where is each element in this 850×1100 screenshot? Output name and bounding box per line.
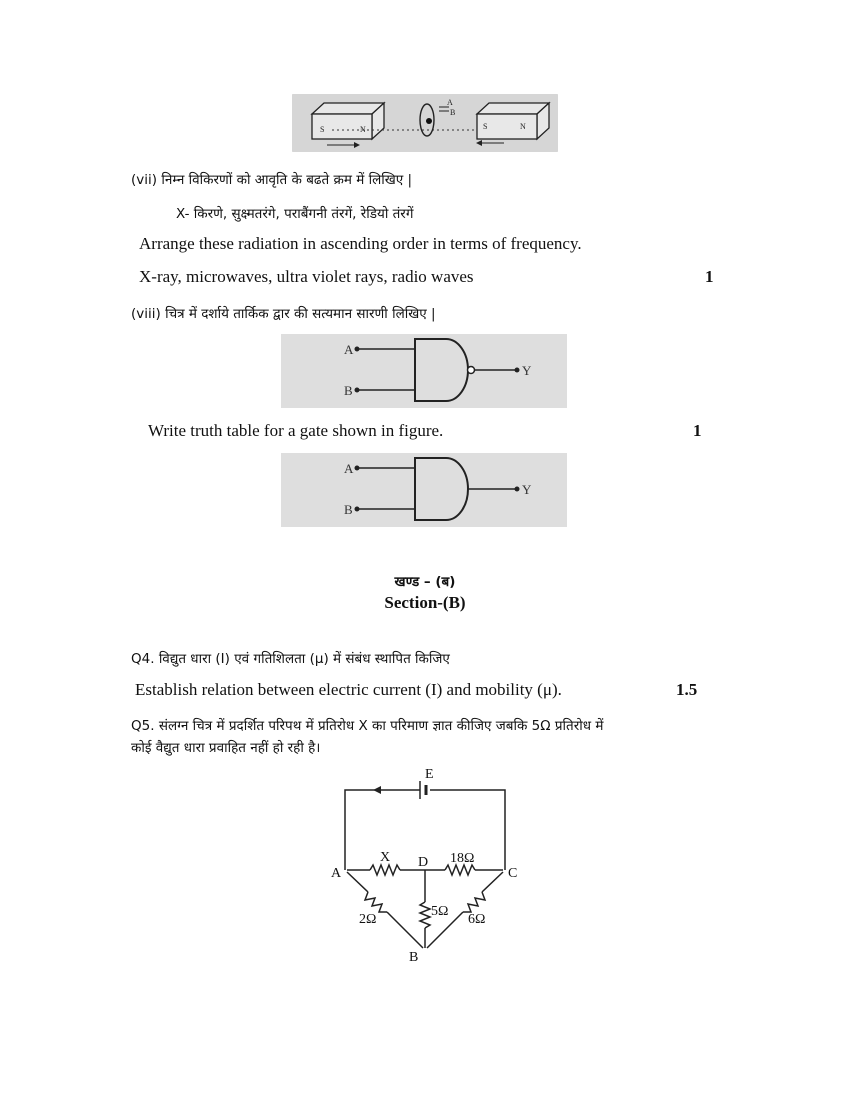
- q7-english-options: X-ray, microwaves, ultra violet rays, radio waves: [139, 267, 474, 286]
- q7-marks: 1: [705, 267, 714, 286]
- q7-english-text: Arrange these radiation in ascending order in terms of frequency.: [139, 234, 582, 253]
- circuit-6-ohm-label: 6Ω: [468, 912, 486, 927]
- q8-hindi-line: [131, 304, 436, 322]
- q8-marks: 1: [693, 421, 702, 440]
- section-heading-hindi: खण्ड – (ब): [394, 574, 456, 590]
- magnet2-s-label: S: [483, 122, 488, 131]
- circuit-18-ohm-label: 18Ω: [450, 851, 475, 866]
- and-b-label: B: [344, 502, 353, 517]
- circuit-e-label: E: [425, 767, 434, 782]
- coil-a-label: A: [447, 98, 453, 107]
- q7-number: (vii): [131, 172, 158, 188]
- magnet2-n-label: N: [520, 122, 526, 131]
- q5-hindi-text-1: संलग्न चित्र में प्रदर्शित परिपथ में प्रतिरोध X का परिमाण ज्ञात कीजिए जबकि 5Ω प्रतिरोध में: [158, 718, 604, 734]
- q4-marks: 1.5: [676, 680, 698, 699]
- circuit-x-label: X: [380, 850, 391, 865]
- coil-b-label: B: [450, 108, 456, 117]
- q8-number: (viii): [131, 306, 161, 322]
- q4-hindi-line: [131, 649, 450, 667]
- nand-a-label: A: [344, 342, 354, 357]
- nand-y-label: Y: [522, 363, 532, 378]
- q4-hindi-text: विद्युत धारा (I) एवं गतिशिलता (μ) में संबंध स्थापित किजिए: [158, 651, 450, 667]
- circuit-b-label: B: [409, 950, 419, 965]
- magnet1-n-label: N: [360, 125, 366, 134]
- circuit-a-label: A: [331, 866, 342, 881]
- q5-hindi-line2: कोई वैद्युत धारा प्रवाहित नहीं हो रही है।: [131, 740, 321, 756]
- q7-hindi-text: निम्न विकिरणों को आवृति के बढते क्रम में लिखिए |: [161, 172, 413, 188]
- circuit-d-label: D: [418, 855, 429, 870]
- wheatstone-circuit-figure: [325, 765, 530, 965]
- q7-hindi-line: [131, 170, 412, 188]
- nand-b-label: B: [344, 383, 353, 398]
- and-gate-figure: [281, 453, 567, 527]
- circuit-2-ohm-label: 2Ω: [359, 912, 377, 927]
- magnet-coil-figure: [292, 94, 558, 152]
- circuit-c-label: C: [508, 866, 518, 881]
- q8-english-text: Write truth table for a gate shown in figure.: [148, 421, 444, 440]
- q8-hindi-text: चित्र में दर्शाये तार्किक द्वार की सत्यमान सारणी लिखिए |: [165, 306, 436, 322]
- and-y-label: Y: [522, 482, 532, 497]
- q4-number: Q4.: [131, 651, 155, 667]
- q5-hindi-line1: [131, 716, 603, 734]
- magnet1-s-label: S: [320, 125, 325, 134]
- nand-gate-figure: [281, 334, 567, 408]
- q4-english-text: Establish relation between electric current (I) and mobility (μ).: [135, 680, 562, 699]
- and-a-label: A: [344, 461, 354, 476]
- section-heading-english: Section-(B): [384, 593, 466, 612]
- q5-number: Q5.: [131, 718, 155, 734]
- circuit-5-ohm-label: 5Ω: [431, 904, 449, 919]
- q7-hindi-options: X- किरणे, सुक्ष्मतरंगे, पराबैंगनी तंरगें, रेडियो तंरगें: [176, 206, 414, 222]
